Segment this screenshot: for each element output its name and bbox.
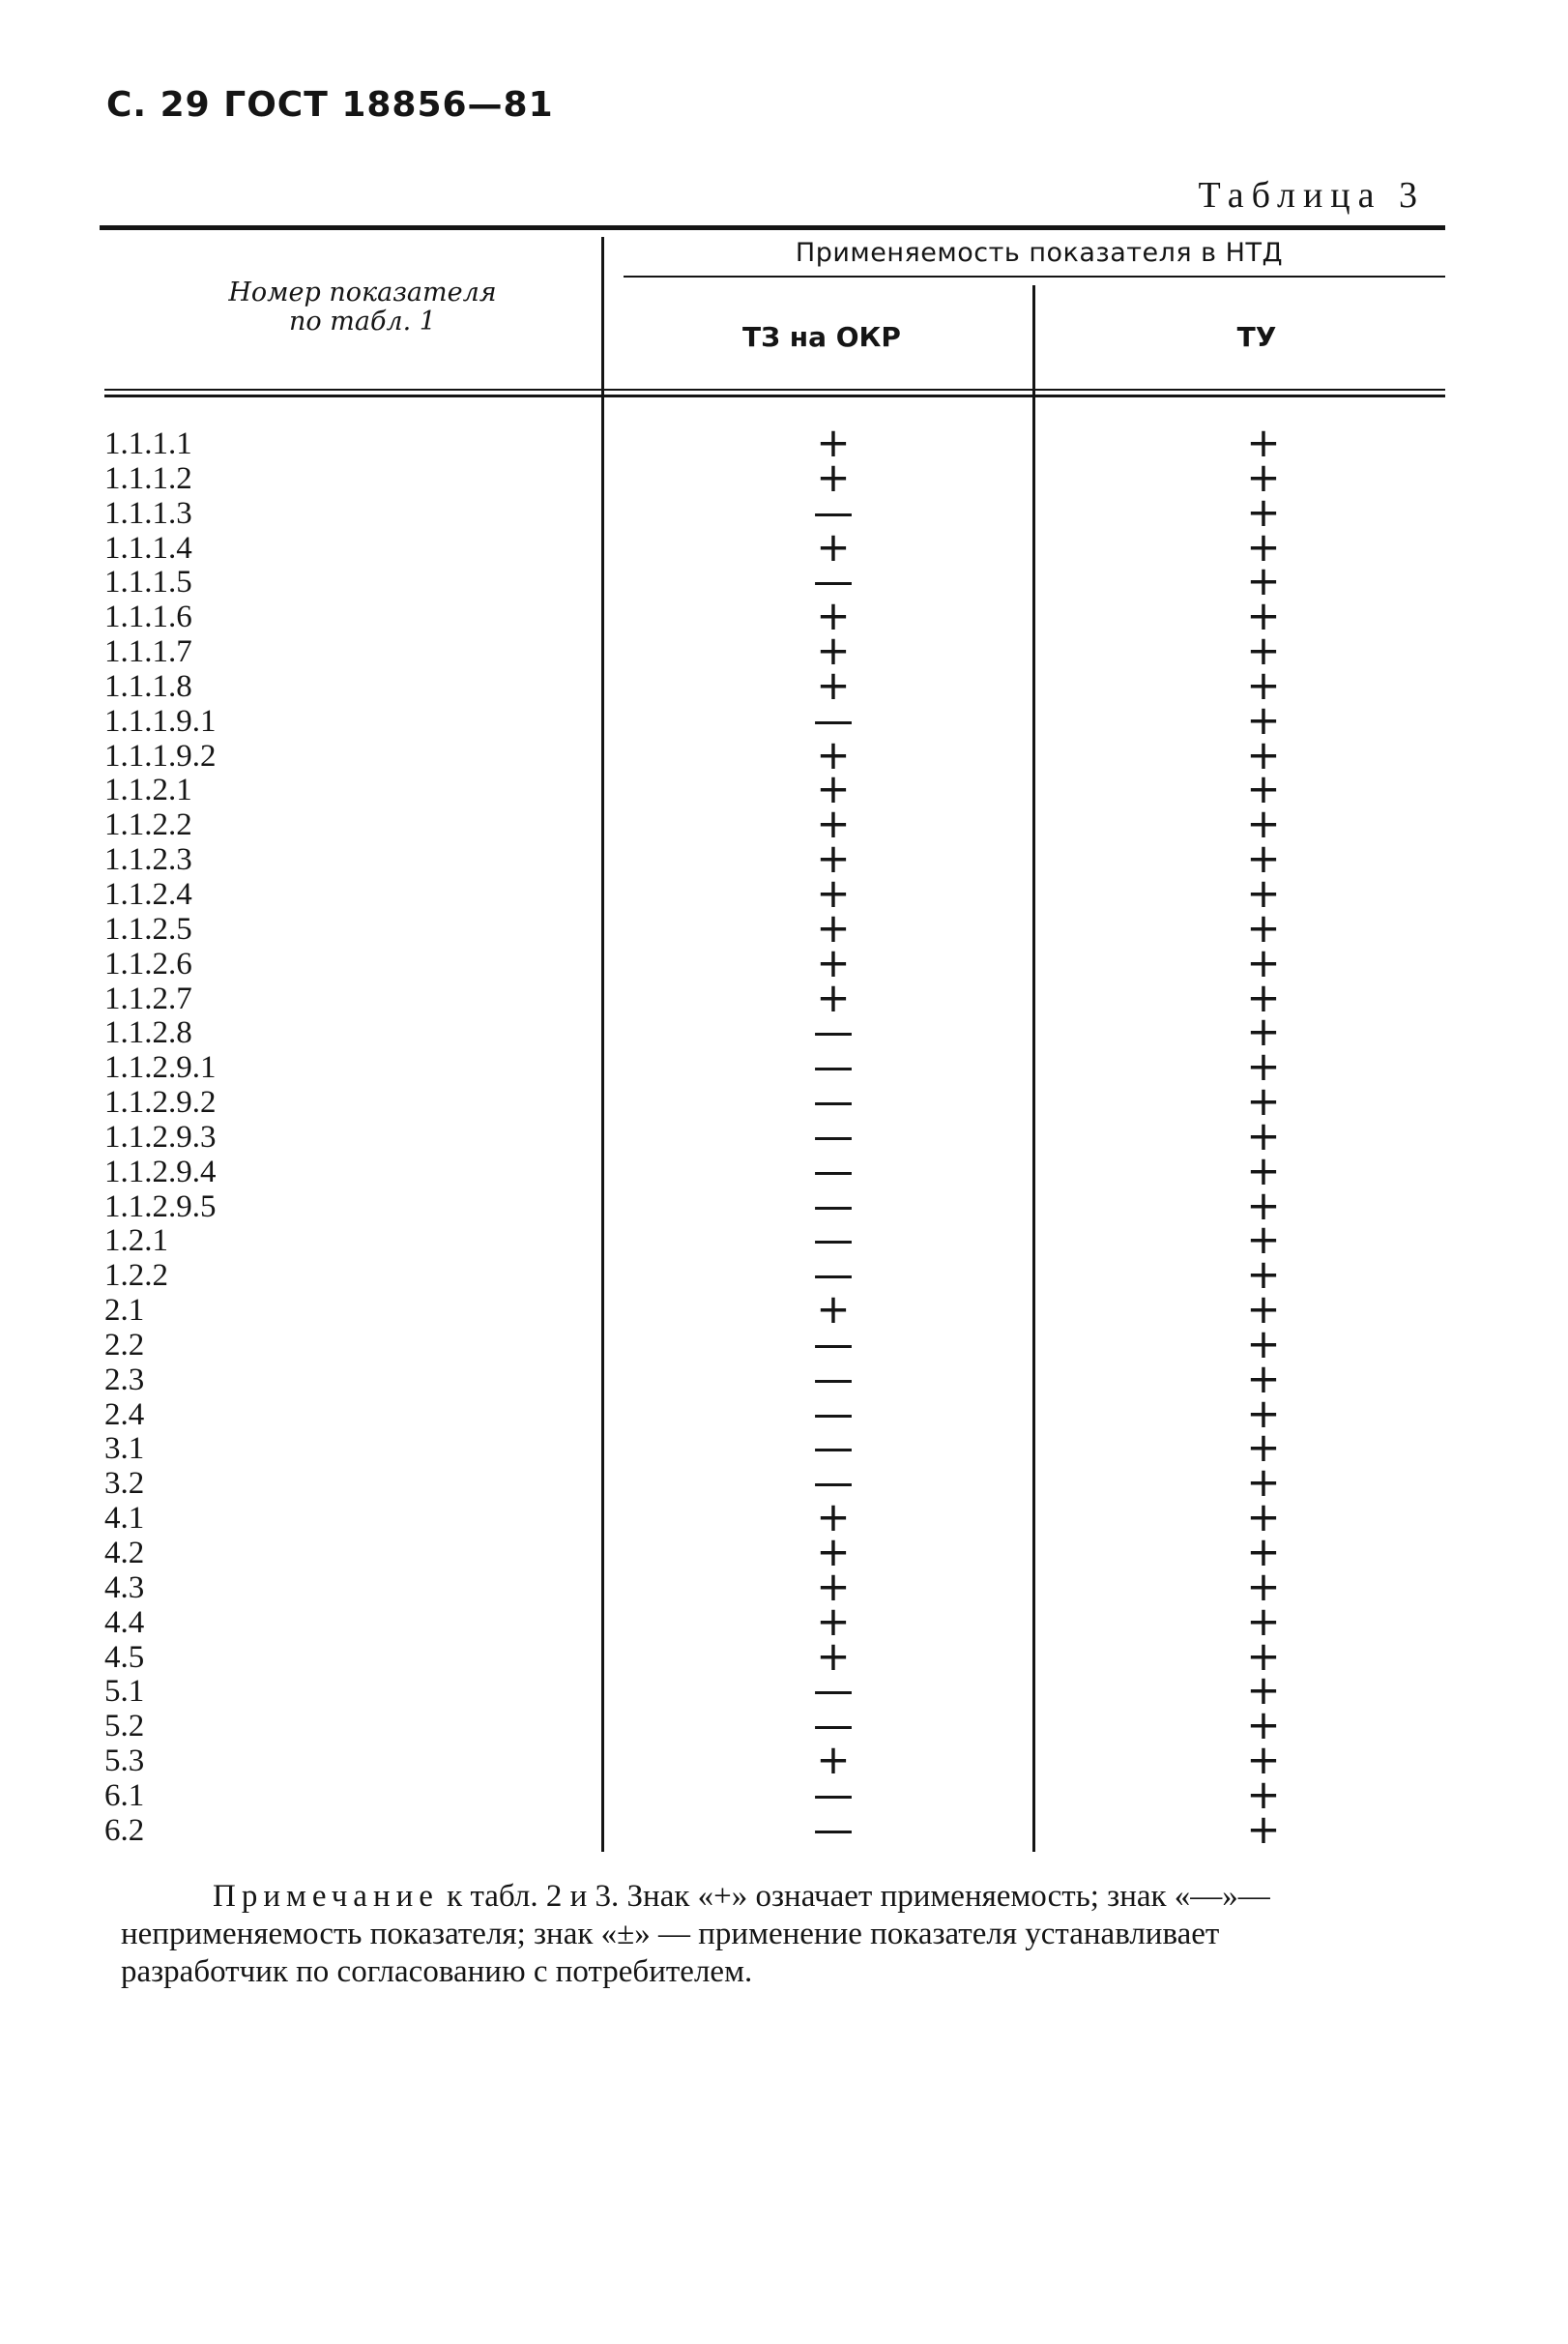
row-number: 1.1.2.9.4 bbox=[104, 1154, 217, 1189]
row-tz-mark: — bbox=[813, 1146, 854, 1194]
row-tu-mark: + bbox=[1246, 1285, 1281, 1333]
row-tu-mark: + bbox=[1246, 487, 1281, 536]
row-tz-mark: — bbox=[813, 1181, 854, 1229]
row-tu-mark: + bbox=[1246, 557, 1281, 605]
table-row bbox=[0, 1666, 1568, 1714]
row-tz-mark: + bbox=[816, 1528, 851, 1575]
row-tz-mark: — bbox=[813, 1250, 854, 1299]
row-tu-mark: + bbox=[1246, 903, 1281, 952]
row-number: 1.1.2.2 bbox=[104, 807, 192, 843]
row-tu-mark: + bbox=[1246, 1042, 1281, 1091]
table-row bbox=[0, 627, 1568, 675]
row-tu-mark: + bbox=[1246, 695, 1281, 744]
row-tz-mark: — bbox=[813, 487, 854, 536]
table-row bbox=[0, 695, 1568, 744]
table-row bbox=[0, 453, 1568, 501]
note-line-3: разработчик по согласованию с потребителем. bbox=[121, 1954, 753, 1989]
row-tu-mark: + bbox=[1246, 1111, 1281, 1159]
row-tz-mark: — bbox=[813, 1423, 854, 1472]
row-number: 5.2 bbox=[104, 1709, 145, 1744]
column-header-group: Применяемость показателя в НТД bbox=[795, 238, 1284, 268]
row-tu-mark: + bbox=[1246, 1458, 1281, 1507]
row-tu-mark: + bbox=[1246, 1008, 1281, 1056]
table-row bbox=[0, 730, 1568, 778]
table-row bbox=[0, 1423, 1568, 1472]
row-number: 1.1.1.5 bbox=[104, 565, 192, 601]
row-number: 6.1 bbox=[104, 1777, 145, 1813]
row-tu-mark: + bbox=[1246, 1146, 1281, 1194]
table-row bbox=[0, 1285, 1568, 1333]
row-number: 1.1.1.8 bbox=[104, 668, 192, 704]
row-tu-mark: + bbox=[1246, 868, 1281, 917]
table-row bbox=[0, 1250, 1568, 1299]
row-tu-mark: + bbox=[1246, 1736, 1281, 1784]
table-row bbox=[0, 973, 1568, 1021]
table-row bbox=[0, 800, 1568, 848]
row-number: 1.1.1.2 bbox=[104, 460, 192, 496]
row-tz-mark: — bbox=[813, 1354, 854, 1402]
row-number: 4.2 bbox=[104, 1536, 145, 1570]
header-bottom-rule bbox=[104, 389, 1445, 391]
row-tz-mark: — bbox=[813, 1216, 854, 1264]
row-tz-mark: + bbox=[816, 903, 851, 952]
table-row bbox=[0, 1562, 1568, 1610]
table-row bbox=[0, 1701, 1568, 1749]
row-tu-mark: + bbox=[1246, 1770, 1281, 1818]
row-number: 1.1.2.7 bbox=[104, 981, 192, 1016]
table-row bbox=[0, 419, 1568, 466]
column-header-tu: ТУ bbox=[1236, 321, 1277, 353]
row-tz-mark: + bbox=[816, 660, 851, 709]
row-number: 1.1.2.5 bbox=[104, 911, 192, 947]
row-tz-mark: + bbox=[816, 1493, 851, 1541]
row-number: 1.1.2.6 bbox=[104, 946, 192, 982]
row-tz-mark: + bbox=[816, 1736, 851, 1784]
row-tz-mark: + bbox=[816, 730, 851, 778]
row-tz-mark: — bbox=[813, 1319, 854, 1367]
header-bottom-rule-2 bbox=[104, 395, 1445, 397]
row-tu-mark: + bbox=[1246, 627, 1281, 675]
row-tz-mark: — bbox=[813, 1111, 854, 1159]
row-number: 4.1 bbox=[104, 1501, 145, 1537]
row-number: 1.1.1.3 bbox=[104, 495, 192, 531]
row-tu-mark: + bbox=[1246, 1077, 1281, 1126]
row-tz-mark: + bbox=[816, 627, 851, 675]
row-tz-mark: + bbox=[816, 835, 851, 883]
row-tu-mark: + bbox=[1246, 1181, 1281, 1229]
table-row bbox=[0, 938, 1568, 986]
row-tu-mark: + bbox=[1246, 1562, 1281, 1610]
row-number: 1.1.2.4 bbox=[104, 876, 192, 912]
row-number: 2.1 bbox=[104, 1293, 145, 1329]
row-tu-mark: + bbox=[1246, 765, 1281, 813]
row-number: 4.4 bbox=[104, 1604, 145, 1640]
row-tz-mark: — bbox=[813, 1389, 854, 1437]
row-tu-mark: + bbox=[1246, 592, 1281, 640]
row-number: 3.2 bbox=[104, 1466, 145, 1502]
row-tz-mark: — bbox=[813, 1701, 854, 1749]
row-tu-mark: + bbox=[1246, 1701, 1281, 1749]
table-row bbox=[0, 1319, 1568, 1367]
row-number: 1.1.2.1 bbox=[104, 773, 192, 808]
table-row bbox=[0, 868, 1568, 917]
row-number: 2.4 bbox=[104, 1396, 145, 1432]
row-tu-mark: + bbox=[1246, 1528, 1281, 1575]
row-number: 1.1.1.4 bbox=[104, 530, 192, 566]
row-number: 1.1.1.6 bbox=[104, 600, 192, 635]
row-tu-mark: + bbox=[1246, 1804, 1281, 1853]
row-tu-mark: + bbox=[1246, 660, 1281, 709]
row-number: 1.1.1.9.2 bbox=[104, 738, 217, 774]
row-tu-mark: + bbox=[1246, 1631, 1281, 1680]
table-row bbox=[0, 1631, 1568, 1680]
row-tz-mark: — bbox=[813, 1042, 854, 1091]
row-tz-mark: + bbox=[816, 419, 851, 466]
row-number: 1.1.2.9.3 bbox=[104, 1119, 217, 1155]
table-row bbox=[0, 1493, 1568, 1541]
table-row bbox=[0, 1770, 1568, 1818]
row-tu-mark: + bbox=[1246, 1597, 1281, 1645]
row-tz-mark: — bbox=[813, 1804, 854, 1853]
row-tz-mark: — bbox=[813, 1770, 854, 1818]
row-number: 1.1.2.8 bbox=[104, 1015, 192, 1051]
row-tu-mark: + bbox=[1246, 1423, 1281, 1472]
group-header-rule bbox=[624, 276, 1445, 278]
note-line-1 bbox=[121, 1878, 1469, 1916]
row-tu-mark: + bbox=[1246, 938, 1281, 986]
table-row bbox=[0, 1389, 1568, 1437]
row-tu-mark: + bbox=[1246, 835, 1281, 883]
table-body bbox=[0, 419, 1568, 1853]
note-line-2: неприменяемость показателя; знак «±» — применение показателя устанавливает bbox=[121, 1917, 1220, 1951]
row-tz-mark: + bbox=[816, 592, 851, 640]
row-number: 1.1.2.9.5 bbox=[104, 1188, 217, 1224]
table-row bbox=[0, 557, 1568, 605]
row-number: 4.3 bbox=[104, 1569, 145, 1605]
table-row bbox=[0, 660, 1568, 709]
table-row bbox=[0, 592, 1568, 640]
row-number: 5.1 bbox=[104, 1674, 145, 1710]
row-number: 6.2 bbox=[104, 1812, 145, 1848]
table-row bbox=[0, 1181, 1568, 1229]
row-tz-mark: + bbox=[816, 1597, 851, 1645]
row-number: 1.2.1 bbox=[104, 1223, 168, 1259]
row-number: 1.1.1.9.1 bbox=[104, 703, 217, 739]
table-row bbox=[0, 835, 1568, 883]
row-number: 1.1.2.3 bbox=[104, 842, 192, 878]
row-tz-mark: + bbox=[816, 522, 851, 571]
table-row bbox=[0, 1528, 1568, 1575]
row-tu-mark: + bbox=[1246, 800, 1281, 848]
row-tz-mark: + bbox=[816, 453, 851, 501]
row-number: 2.2 bbox=[104, 1327, 145, 1362]
table-row bbox=[0, 903, 1568, 952]
row-number: 3.1 bbox=[104, 1431, 145, 1467]
row-tz-mark: + bbox=[816, 1285, 851, 1333]
row-tz-mark: — bbox=[813, 695, 854, 744]
table-row bbox=[0, 1077, 1568, 1126]
row-tu-mark: + bbox=[1246, 1319, 1281, 1367]
table-row bbox=[0, 1008, 1568, 1056]
column-header-number bbox=[174, 278, 551, 337]
row-number: 4.5 bbox=[104, 1639, 145, 1675]
row-number: 1.1.2.9.1 bbox=[104, 1050, 217, 1086]
row-tz-mark: + bbox=[816, 800, 851, 848]
row-tu-mark: + bbox=[1246, 730, 1281, 778]
table-row bbox=[0, 487, 1568, 536]
row-tu-mark: + bbox=[1246, 453, 1281, 501]
row-number: 5.3 bbox=[104, 1743, 145, 1779]
row-tz-mark: + bbox=[816, 938, 851, 986]
table-caption: Таблица 3 bbox=[1198, 175, 1425, 216]
row-tu-mark: + bbox=[1246, 1389, 1281, 1437]
table-row bbox=[0, 1458, 1568, 1507]
row-number: 1.1.1.7 bbox=[104, 634, 192, 670]
row-tu-mark: + bbox=[1246, 973, 1281, 1021]
table-top-rule bbox=[100, 225, 1445, 230]
row-tz-mark: + bbox=[816, 1562, 851, 1610]
table-row bbox=[0, 1736, 1568, 1784]
row-tu-mark: + bbox=[1246, 1216, 1281, 1264]
column-header-number-text: Номер показателя по табл. 1 bbox=[228, 278, 497, 337]
row-tu-mark: + bbox=[1246, 419, 1281, 466]
table-row bbox=[0, 1042, 1568, 1091]
row-tz-mark: + bbox=[816, 868, 851, 917]
row-tu-mark: + bbox=[1246, 1493, 1281, 1541]
row-tu-mark: + bbox=[1246, 1354, 1281, 1402]
table-row bbox=[0, 522, 1568, 571]
row-tz-mark: — bbox=[813, 1666, 854, 1714]
note-label: Примечание bbox=[213, 1879, 439, 1914]
table-note bbox=[121, 1878, 1469, 1991]
row-number: 1.1.2.9.2 bbox=[104, 1085, 217, 1121]
row-tz-mark: — bbox=[813, 1458, 854, 1507]
row-tu-mark: + bbox=[1246, 1250, 1281, 1299]
row-tz-mark: — bbox=[813, 1008, 854, 1056]
row-tz-mark: — bbox=[813, 1077, 854, 1126]
row-number: 1.2.2 bbox=[104, 1258, 168, 1294]
table-row bbox=[0, 1597, 1568, 1645]
table-row bbox=[0, 1146, 1568, 1194]
table-row bbox=[0, 1216, 1568, 1264]
table-row bbox=[0, 1354, 1568, 1402]
row-number: 2.3 bbox=[104, 1362, 145, 1397]
row-tz-mark: + bbox=[816, 1631, 851, 1680]
row-tu-mark: + bbox=[1246, 522, 1281, 571]
row-tz-mark: + bbox=[816, 973, 851, 1021]
note-line-1-text: к табл. 2 и 3. Знак «+» означает применяемость; знак «—»— bbox=[438, 1879, 1270, 1914]
page-header: С. 29 ГОСТ 18856—81 bbox=[106, 85, 554, 125]
table-row bbox=[0, 1804, 1568, 1853]
column-header-tz: ТЗ на ОКР bbox=[742, 321, 901, 353]
table-row bbox=[0, 1111, 1568, 1159]
table-row bbox=[0, 765, 1568, 813]
row-tu-mark: + bbox=[1246, 1666, 1281, 1714]
row-tz-mark: — bbox=[813, 557, 854, 605]
row-tz-mark: + bbox=[816, 765, 851, 813]
row-number: 1.1.1.1 bbox=[104, 426, 192, 461]
